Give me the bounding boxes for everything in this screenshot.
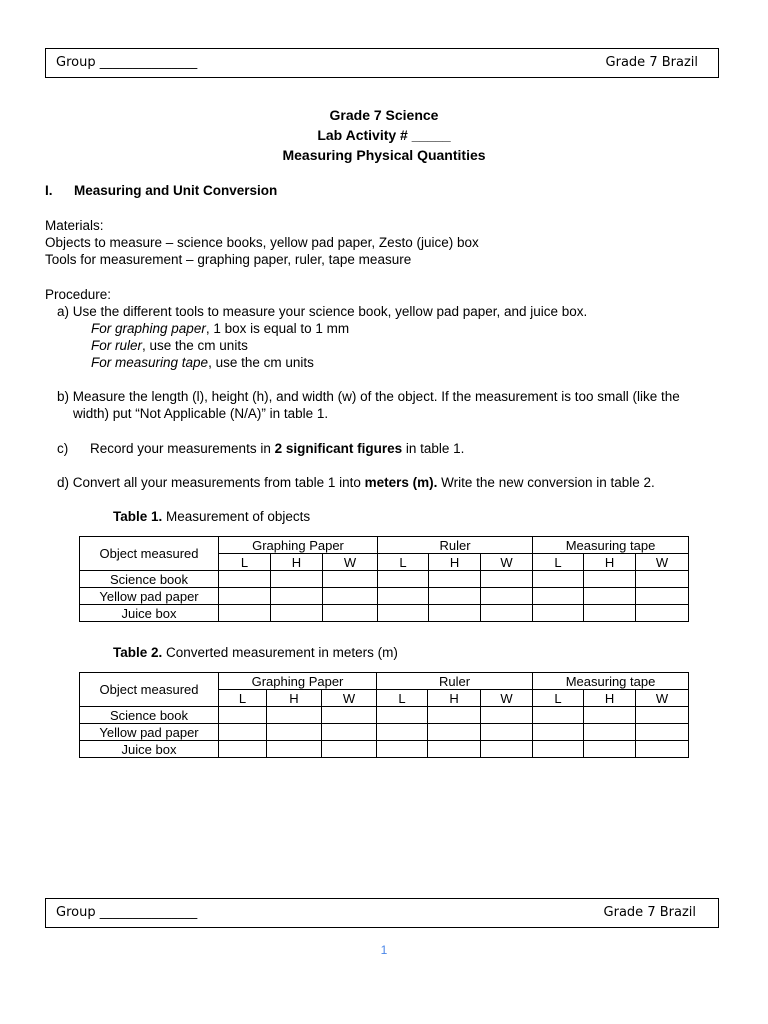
table-row [80,741,689,758]
table-cell[interactable] [219,605,271,622]
table1-corner: Object measured [80,537,219,571]
table-cell[interactable] [322,707,377,724]
table1-group-graphing: Graphing Paper [219,537,378,554]
table1-caption [113,508,310,525]
table-cell[interactable] [428,741,481,758]
section-heading: Measuring and Unit Conversion [74,183,278,198]
table-cell[interactable] [323,571,378,588]
table2-group-tape: Measuring tape [533,673,689,690]
table-cell[interactable] [636,605,689,622]
step-c-pre: Record your measurements in [90,441,275,456]
subcol: H [271,554,323,571]
table-cell[interactable] [219,741,267,758]
table-cell[interactable] [378,571,429,588]
table-cell[interactable] [584,588,636,605]
footer-group-field: Group _______________ [56,905,198,920]
table-cell[interactable] [533,571,584,588]
row-label: Yellow pad paper [80,724,219,741]
materials-objects: Objects to measure – science books, yellow pad paper, Zesto (juice) box [45,235,479,250]
row-label: Science book [80,571,219,588]
subcol: W [636,690,689,707]
table-cell[interactable] [378,605,429,622]
table-cell[interactable] [377,707,428,724]
row-label: Science book [80,707,219,724]
subcol: L [378,554,429,571]
table-cell[interactable] [428,724,481,741]
table-row [80,571,689,588]
page-footer [45,898,719,928]
table-cell[interactable] [481,571,533,588]
table-cell[interactable] [481,605,533,622]
table-cell[interactable] [481,588,533,605]
table2-caption-text: Converted measurement in meters (m) [162,645,398,660]
table-cell[interactable] [267,741,322,758]
page-header [45,48,719,78]
table-cell[interactable] [429,605,481,622]
table1-group-tape: Measuring tape [533,537,689,554]
table-cell[interactable] [377,724,428,741]
row-label: Juice box [80,605,219,622]
table2-caption-label: Table 2. [113,645,163,660]
subcol: L [219,554,271,571]
table1-caption-text: Measurement of objects [162,509,311,524]
subcol: W [481,690,533,707]
table-cell[interactable] [481,724,533,741]
title-line-2: Lab Activity # _____ [317,127,451,143]
table-cell[interactable] [481,741,533,758]
table-cell[interactable] [584,571,636,588]
table-cell[interactable] [533,707,584,724]
title-line-1: Grade 7 Science [329,107,439,123]
table-cell[interactable] [636,724,689,741]
ruler-rest: , use the cm units [142,338,248,353]
table2-corner: Object measured [80,673,219,707]
subcol: W [323,554,378,571]
subcol: W [636,554,689,571]
table-cell[interactable] [219,724,267,741]
table2-group-ruler: Ruler [377,673,533,690]
table-cell[interactable] [584,724,636,741]
table-header-row [80,537,689,554]
table1-caption-label: Table 1. [113,509,163,524]
table-row [80,605,689,622]
table-cell[interactable] [271,605,323,622]
procedure-a-tape [91,354,314,371]
table-cell[interactable] [429,588,481,605]
subcol: H [584,554,636,571]
table-cell[interactable] [481,707,533,724]
subcol: W [481,554,533,571]
table-cell[interactable] [428,707,481,724]
table-cell[interactable] [636,741,689,758]
step-d-bold: meters (m). [364,475,438,490]
subcol: H [267,690,322,707]
subcol: H [584,690,636,707]
table-cell[interactable] [584,741,636,758]
procedure-a-graphing [91,320,349,337]
table1-group-ruler: Ruler [378,537,533,554]
procedure-step-d [57,474,655,491]
table2 [79,672,689,758]
subcol: H [429,554,481,571]
subcol: H [428,690,481,707]
table-cell[interactable] [267,707,322,724]
title-line-3: Measuring Physical Quantities [282,147,486,163]
subcol: L [533,554,584,571]
grade-label: Grade 7 Brazil [605,55,698,70]
subcol: L [533,690,584,707]
table-cell[interactable] [636,588,689,605]
table-row [80,588,689,605]
table-cell[interactable] [267,724,322,741]
table-cell[interactable] [219,571,271,588]
row-label: Juice box [80,741,219,758]
graphing-paper-rest: , 1 box is equal to 1 mm [205,321,350,336]
table-cell[interactable] [219,588,271,605]
section-number: I. [45,183,53,198]
footer-grade-label: Grade 7 Brazil [603,905,696,920]
table-cell[interactable] [322,724,377,741]
table-cell[interactable] [533,724,584,741]
page-number: 1 [380,943,388,957]
graphing-paper-em: For graphing paper [91,321,206,336]
step-d-post: Write the new conversion in table 2. [437,475,655,490]
table-cell[interactable] [533,741,584,758]
row-label: Yellow pad paper [80,588,219,605]
table-row [80,707,689,724]
subcol: L [377,690,428,707]
table-cell[interactable] [323,588,378,605]
step-c-post: in table 1. [402,441,465,456]
document-title [0,105,768,165]
table-cell[interactable] [377,741,428,758]
procedure-step-c [90,440,464,457]
table-cell[interactable] [219,707,267,724]
procedure-a-ruler [91,337,248,354]
table-cell[interactable] [429,571,481,588]
procedure-label: Procedure: [45,287,112,302]
table-cell[interactable] [533,588,584,605]
subcol: L [219,690,267,707]
table-cell[interactable] [584,707,636,724]
table-cell[interactable] [584,605,636,622]
procedure-step-c-label: c) [57,441,69,456]
ruler-em: For ruler [91,338,143,353]
table-cell[interactable] [322,741,377,758]
table-cell[interactable] [378,588,429,605]
tape-rest: , use the cm units [208,355,314,370]
table-cell[interactable] [271,571,323,588]
materials-label: Materials: [45,218,104,233]
table-row [80,724,689,741]
table-cell[interactable] [636,571,689,588]
table2-group-graphing: Graphing Paper [219,673,377,690]
table-cell[interactable] [533,605,584,622]
procedure-step-b-line2: width) put “Not Applicable (N/A)” in table 1. [73,406,329,421]
subcol: W [322,690,377,707]
table-cell[interactable] [271,588,323,605]
materials-tools: Tools for measurement – graphing paper, ruler, tape measure [45,252,412,267]
table1 [79,536,689,622]
table-cell[interactable] [323,605,378,622]
step-c-bold: 2 significant figures [274,441,403,456]
table-cell[interactable] [636,707,689,724]
procedure-step-b-line1: b) Measure the length (l), height (h), and width (w) of the object. If the measurement is too small (like the [57,389,680,404]
table-header-row [80,673,689,690]
tape-em: For measuring tape [91,355,209,370]
procedure-step-a: a) Use the different tools to measure your science book, yellow pad paper, and juice box. [57,304,588,319]
table2-caption [113,644,398,661]
group-field: Group _______________ [56,55,198,70]
step-d-pre: d) Convert all your measurements from table 1 into [57,475,365,490]
